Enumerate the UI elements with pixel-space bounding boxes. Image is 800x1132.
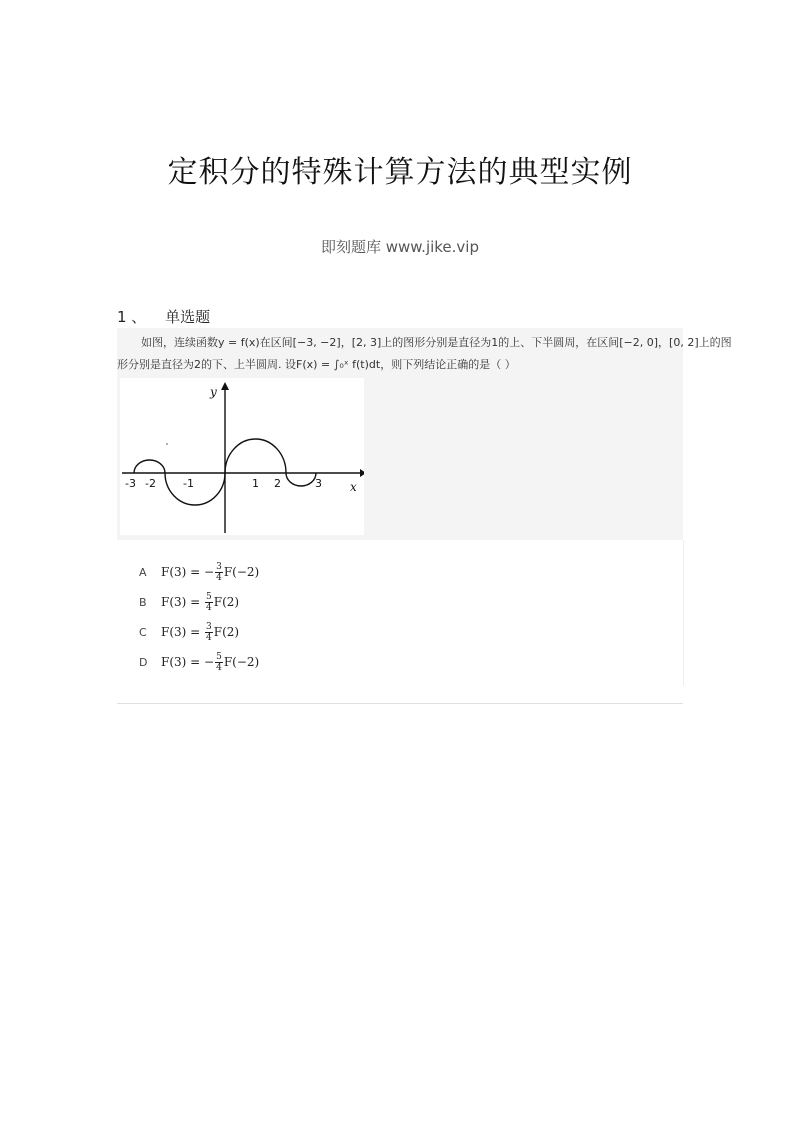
option-expression <box>161 622 239 643</box>
curve-segment-upper-big <box>225 439 286 473</box>
fraction-denominator: 4 <box>216 662 222 673</box>
question-stem-box <box>117 328 732 540</box>
option-rhs: F(2) <box>213 625 240 639</box>
curve-segment-lower-small <box>286 473 316 486</box>
option-expression <box>161 562 259 583</box>
x-axis-label: x <box>350 480 357 494</box>
option-rhs: F(−2) <box>223 655 260 669</box>
option-b[interactable] <box>139 588 239 616</box>
question-type: 单选题 <box>165 308 211 326</box>
question-number: 1 、 <box>117 308 147 326</box>
y-axis-label: y <box>210 385 217 399</box>
tick-label-neg3: -3 <box>125 477 136 490</box>
option-lhs: F(3) = <box>161 595 201 609</box>
curve-segment-lower-big <box>165 473 225 505</box>
fraction-numerator: 3 <box>206 621 212 632</box>
fraction-numerator: 5 <box>206 591 212 602</box>
option-a[interactable] <box>139 558 259 586</box>
tick-label-2: 2 <box>274 477 281 490</box>
option-letter: C <box>139 625 147 639</box>
stem-line-2: 形分别是直径为2的下、上半圆周. 设F(x) = ∫₀ˣ f(t)dt，则下列结论正确的是（ ） <box>117 358 516 371</box>
stem-line-1: 如图，连续函数y = f(x)在区间[−3, −2]，[2, 3]上的图形分别是直径为1的上、下半圆周，在区间[−2, 0]，[0, 2]上的图 <box>141 336 732 349</box>
option-fraction <box>205 622 213 643</box>
tick-label-3: 3 <box>315 477 322 490</box>
options-list <box>117 540 684 686</box>
option-lhs: F(3) = <box>161 565 201 579</box>
fraction-numerator: 3 <box>216 561 222 572</box>
question-header <box>117 306 210 327</box>
tick-label-neg1: -1 <box>183 477 194 490</box>
stray-dot <box>166 443 168 445</box>
tick-label-1: 1 <box>252 477 259 490</box>
option-letter: B <box>139 595 147 609</box>
fraction-denominator: 4 <box>206 632 212 643</box>
option-fraction <box>215 562 223 583</box>
option-rhs: F(−2) <box>223 565 260 579</box>
option-lhs: F(3) = <box>161 625 201 639</box>
y-axis-arrow <box>221 382 229 390</box>
option-letter: A <box>139 565 147 579</box>
curve-segment-upper-small <box>134 460 165 473</box>
option-expression <box>161 652 259 673</box>
tick-label-neg2: -2 <box>145 477 156 490</box>
option-expression <box>161 592 239 613</box>
option-fraction <box>215 652 223 673</box>
x-axis-arrow <box>360 469 364 477</box>
option-sign: − <box>204 655 215 669</box>
question-stem <box>117 332 732 376</box>
option-sign: − <box>204 565 215 579</box>
function-graph <box>120 378 364 535</box>
option-letter: D <box>139 655 148 669</box>
fraction-denominator: 4 <box>206 602 212 613</box>
option-c[interactable] <box>139 618 239 646</box>
option-lhs: F(3) = <box>161 655 201 669</box>
option-d[interactable] <box>139 648 259 676</box>
function-graph-figure <box>120 378 364 535</box>
question-divider <box>117 703 683 704</box>
page-title: 定积分的特殊计算方法的典型实例 <box>167 155 633 190</box>
option-fraction <box>205 592 213 613</box>
source-text: 即刻题库 www.jike.vip <box>320 238 479 256</box>
option-rhs: F(2) <box>213 595 240 609</box>
fraction-denominator: 4 <box>216 572 222 583</box>
fraction-numerator: 5 <box>216 651 222 662</box>
